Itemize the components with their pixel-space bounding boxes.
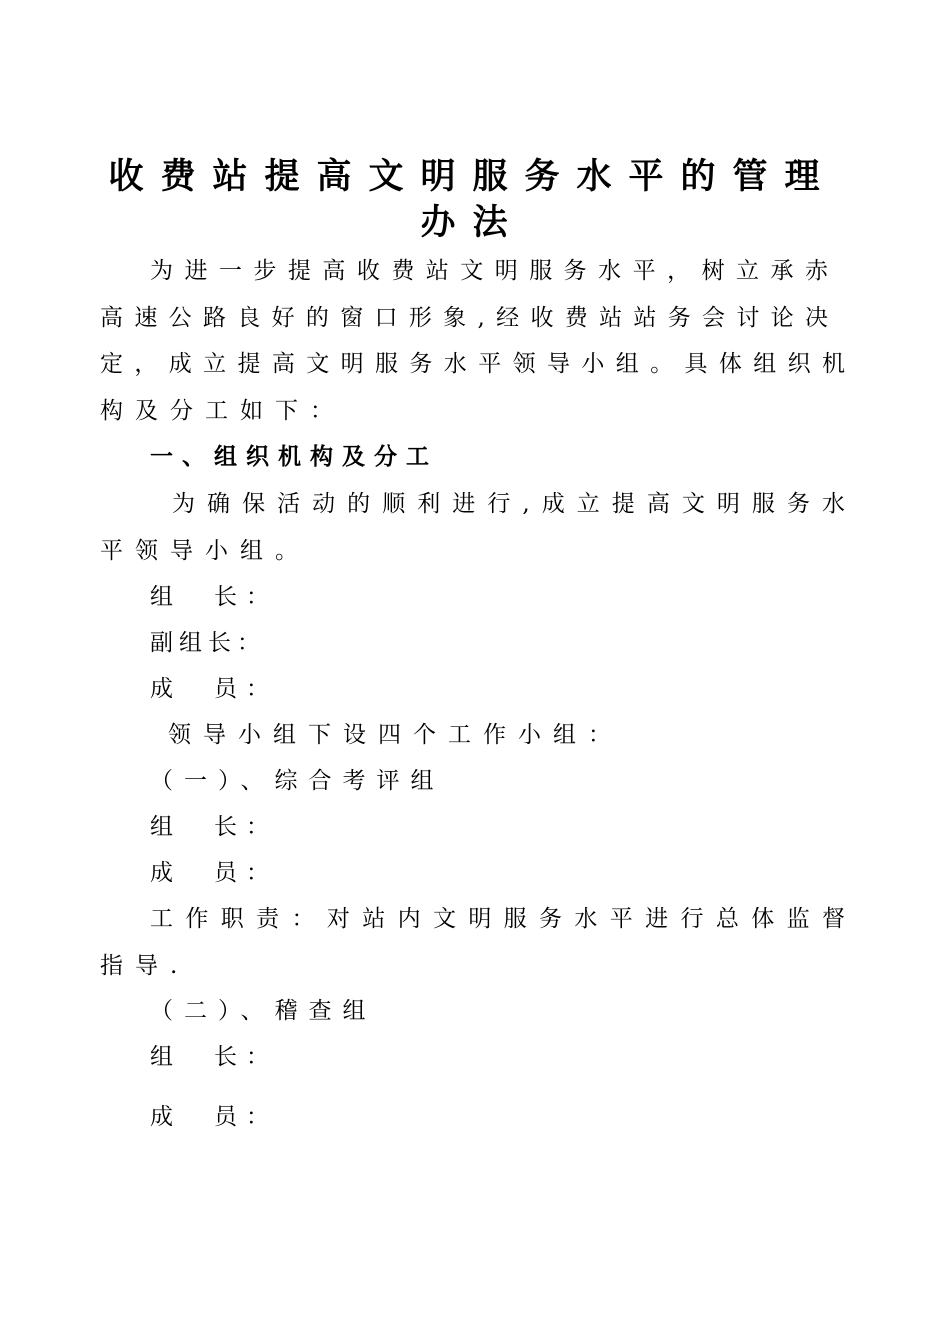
leader-label: 组 长： xyxy=(150,584,278,610)
section1-paragraph-line-1: 为确保活动的顺利进行,成立提高文明服务水 xyxy=(172,491,845,517)
deputy-leader-label: 副组长： xyxy=(150,630,266,656)
subgroups-intro: 领导小组下设四个工作小组： xyxy=(168,722,623,748)
section-heading-organization: 一、组织机构及分工 xyxy=(150,443,438,470)
intro-line-2: 高速公路良好的窗口形象,经收费站站务会讨论决 xyxy=(100,305,828,331)
section1-paragraph-line-2: 平领导小组。 xyxy=(100,538,310,564)
group2-leader-label: 组 长： xyxy=(150,1044,278,1070)
document-title-line-2: 办法 xyxy=(420,202,525,243)
intro-line-4: 构及分工如下： xyxy=(100,398,345,424)
intro-line-3: 定，成立提高文明服务水平领导小组。具体组织机 xyxy=(100,351,845,377)
member-label: 成 员： xyxy=(150,676,278,702)
group2-heading: （二）、稽查组 xyxy=(150,998,377,1024)
group1-duty-line-2: 指导. xyxy=(100,953,190,979)
group1-leader-label: 组 长： xyxy=(150,814,278,840)
group1-member-label: 成 员： xyxy=(150,860,278,886)
group1-duty-line-1: 工作职责：对站内文明服务水平进行总体监督 xyxy=(150,906,845,932)
group1-heading: （一）、综合考评组 xyxy=(150,768,445,794)
document-title-line-1: 收费站提高文明服务水平的管理 xyxy=(108,156,837,197)
intro-line-1: 为进一步提高收费站文明服务水平，树立承赤 xyxy=(150,258,828,284)
group2-member-label: 成 员： xyxy=(150,1104,278,1130)
